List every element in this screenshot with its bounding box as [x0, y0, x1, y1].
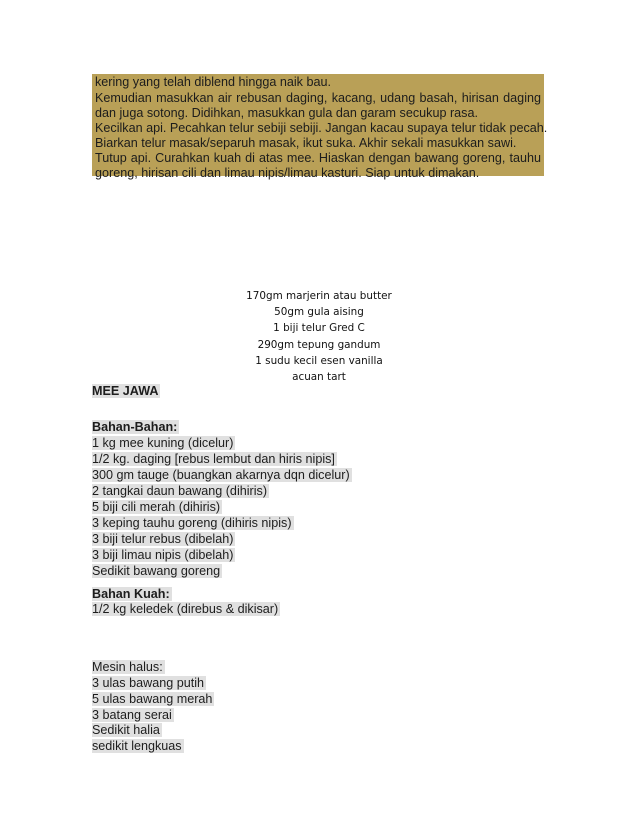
list-item: 3 biji telur rebus (dibelah): [92, 532, 234, 546]
list-item: sedikit lengkuas: [92, 739, 182, 753]
recipe-title: MEE JAWA: [92, 384, 159, 398]
list-item: 1/2 kg keledek (direbus & dikisar): [92, 602, 279, 616]
section-heading-kuah: Bahan Kuah:: [92, 587, 170, 601]
list-item: 300 gm tauge (buangkan akarnya dqn dicelur): [92, 468, 350, 482]
paragraph-line: Biarkan telur masak/separuh masak, ikut suka. Akhir sekali masukkan sawi.: [95, 136, 517, 150]
paragraph-line: Kecilkan api. Pecahkan telur sebiji sebiji. Jangan kacau supaya telur tidak pecah.: [95, 121, 548, 135]
list-item: 3 biji limau nipis (dibelah): [92, 548, 234, 562]
list-item: 170gm marjerin atau butter: [246, 290, 392, 302]
list-item: 1 biji telur Gred C: [273, 322, 365, 335]
paragraph-line: kering yang telah diblend hingga naik bau.: [95, 75, 331, 89]
list-item: 3 ulas bawang putih: [92, 676, 205, 690]
list-item: 5 ulas bawang merah: [92, 692, 213, 706]
tart-ingredient-list: [0, 288, 638, 385]
section-heading-bahan: Bahan-Bahan:: [92, 420, 178, 434]
list-item: Sedikit halia: [92, 723, 160, 737]
list-item: 1 sudu kecil esen vanilla: [255, 354, 383, 367]
list-item: 1/2 kg. daging [rebus lembut dan hiris nipis]: [92, 452, 335, 466]
list-item: Sedikit bawang goreng: [92, 564, 221, 578]
list-item: 3 keping tauhu goreng (dihiris nipis): [92, 516, 292, 530]
paragraph-line: Kemudian masukkan air rebusan daging, kacang, udang basah, hirisan daging: [95, 91, 541, 105]
paragraph-line: goreng, hirisan cili dan limau nipis/limau kasturi. Siap untuk dimakan.: [95, 166, 480, 180]
list-item: 3 batang serai: [92, 708, 172, 722]
list-item: 2 tangkai daun bawang (dihiris): [92, 484, 268, 498]
list-item: acuan tart: [292, 370, 346, 383]
list-item: 1 kg mee kuning (dicelur): [92, 436, 234, 450]
section-heading-mesin: Mesin halus:: [92, 660, 163, 674]
list-item: 290gm tepung gandum: [257, 338, 381, 351]
list-item: 5 biji cili merah (dihiris): [92, 500, 221, 514]
paragraph-line: dan juga sotong. Didihkan, masukkan gula dan garam secukup rasa.: [95, 106, 478, 120]
list-item: 50gm gula aising: [274, 306, 364, 319]
paragraph-line: Tutup api. Curahkan kuah di atas mee. Hiaskan dengan bawang goreng, tauhu: [95, 151, 541, 165]
